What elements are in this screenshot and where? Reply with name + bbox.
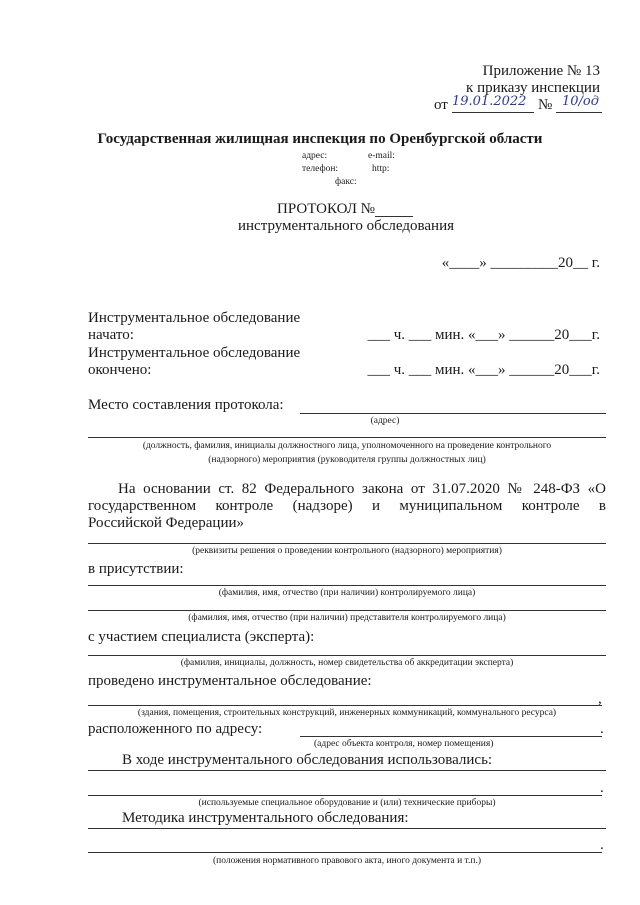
official-caption-line2: (надзорного) мероприятия (руководителя группы должностных лиц): [208, 455, 486, 465]
basis-line1: На основании ст. 82 Федерального закона от 31.07.2020 № 248-ФЗ «О: [118, 481, 606, 497]
method-label: Методика инструментального обследования:: [122, 810, 409, 826]
official-caption-line1: (должность, фамилия, инициалы должностного лица, уполномоченного на проведение контрольного: [142, 441, 552, 451]
email-label: e-mail:: [368, 151, 395, 161]
method-caption: (положения нормативного правового акта, иного документа и т.п.): [213, 856, 481, 866]
appendix-number-handwritten: 10/од: [562, 94, 599, 109]
exam-start-label-line1: Инструментальное обследование: [88, 310, 301, 326]
conducted-object-line: [88, 705, 602, 706]
conducted-label: проведено инструментальное обследование:: [88, 673, 372, 689]
basis-line2: государственном контроле (надзоре) и муниципальном контроле в: [88, 498, 606, 514]
equipment-dot: .: [600, 780, 604, 796]
exam-start-time: ___ ч. ___ мин. «___» ______20___г.: [367, 327, 600, 343]
protocol-title: ПРОТОКОЛ №: [277, 201, 375, 217]
appendix-date-handwritten: 19.01.2022: [452, 94, 527, 109]
located-label: расположенного по адресу:: [88, 721, 263, 737]
fax-label: факс:: [335, 177, 357, 187]
equipment-caption: (используемые специальное оборудование и (или) технические приборы): [198, 798, 496, 808]
conducted-comma: ,: [598, 691, 602, 707]
controlled-person-caption: (фамилия, имя, отчество (при наличии) контролируемого лица): [218, 588, 476, 598]
appendix-number-underline: [556, 112, 602, 113]
located-address-line: [300, 736, 602, 737]
appendix-date-prefix: от: [434, 97, 448, 113]
equipment-label: В ходе инструментального обследования использовались:: [122, 752, 493, 768]
located-dot: .: [600, 721, 604, 737]
controlled-person-line: [88, 585, 606, 586]
appendix-date-underline: [452, 112, 534, 113]
located-caption: (адрес объекта контроля, номер помещения): [314, 739, 494, 749]
method-label-underline: [88, 828, 606, 829]
place-label: Место составления протокола:: [88, 397, 284, 413]
protocol-date: «____» _________20__ г.: [441, 255, 600, 271]
appendix-number-sign: №: [538, 97, 553, 113]
exam-end-label-line2: окончено:: [88, 362, 152, 378]
basis-line3: Российской Федерации»: [88, 515, 245, 531]
http-label: http:: [372, 164, 390, 174]
organization-name: Государственная жилищная инспекция по Оренбургской области: [97, 131, 543, 147]
basis-decision-line: [88, 543, 606, 544]
presence-label: в присутствии:: [88, 561, 184, 577]
expert-caption: (фамилия, инициалы, должность, номер свидетельства об аккредитации эксперта): [180, 658, 514, 668]
place-address-caption: (адрес): [370, 416, 400, 426]
conducted-caption: (здания, помещения, строительных конструкций, инженерных коммуникаций, коммунального ресурса): [137, 708, 557, 718]
representative-line: [88, 610, 606, 611]
method-dot: .: [600, 837, 604, 853]
expert-line: [88, 655, 606, 656]
exam-end-time: ___ ч. ___ мин. «___» ______20___г.: [367, 362, 600, 378]
protocol-number-line: [375, 216, 413, 217]
exam-start-label-line2: начато:: [88, 327, 134, 343]
expert-label: с участием специалиста (эксперта):: [88, 629, 315, 645]
address-label: адрес:: [302, 151, 328, 161]
basis-decision-caption: (реквизиты решения о проведении контрольного (надзорного) мероприятия): [192, 546, 502, 556]
representative-caption: (фамилия, имя, отчество (при наличии) представителя контролируемого лица): [188, 613, 506, 623]
appendix-line-2: к приказу инспекции: [466, 80, 600, 96]
exam-end-label-line1: Инструментальное обследование: [88, 345, 301, 361]
equipment-label-underline: [88, 770, 606, 771]
equipment-line: [88, 795, 602, 796]
method-line: [88, 852, 602, 853]
place-address-line: [300, 413, 606, 414]
phone-label: телефон:: [302, 164, 339, 174]
appendix-line-1: Приложение № 13: [482, 63, 600, 79]
protocol-subtitle: инструментального обследования: [238, 218, 455, 234]
official-line: [88, 437, 606, 438]
